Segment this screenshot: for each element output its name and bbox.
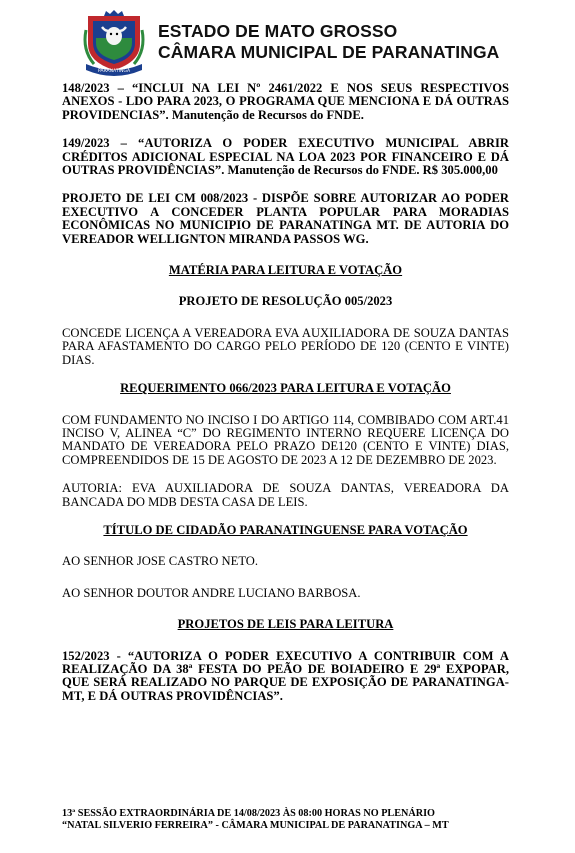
titulo-name-1: AO SENHOR JOSE CASTRO NETO.	[62, 554, 259, 569]
document-footer	[62, 808, 509, 832]
document-body	[62, 82, 509, 703]
titulo-cidadao-heading: TÍTULO DE CIDADÃO PARANATINGUENSE PARA VOTAÇÃO	[103, 522, 468, 537]
resolucao-heading: PROJETO DE RESOLUÇÃO 005/2023	[178, 294, 393, 309]
materia-heading: MATÉRIA PARA LEITURA E VOTAÇÃO	[168, 263, 403, 278]
footer-plenary-line: “NATAL SILVERIO FERREIRA” - CÂMARA MUNICIPAL DE PARANATINGA – MT	[62, 820, 449, 831]
item-149-2023: 149/2023 – “AUTORIZA O PODER EXECUTIVO MUNICIPAL ABRIR CRÉDITOS ADICIONAL ESPECIAL NA LOA 2023 POR FINANCEIRO E DÁ OUTRAS PROVIDÊNCIAS”. Manutenção de Recursos do FNDE. R$ 305.000,00	[62, 136, 509, 178]
footer-session-line: 13ª SESSÃO EXTRAORDINÁRIA DE 14/08/2023 ÀS 08:00 HORAS NO PLENÁRIO	[62, 808, 435, 819]
projetos-leis-heading: PROJETOS DE LEIS PARA LEITURA	[177, 617, 394, 632]
projeto-lei-cm-008: PROJETO DE LEI CM 008/2023 - DISPÕE SOBRE AUTORIZAR AO PODER EXECUTIVO A CONCEDER PLANTA POPULAR PARA MORADIAS ECONÔMICAS NO MUNICIPIO DE PARANATINGA MT. DE AUTORIA DO VEREADOR WELLIGNTON MIRANDA PASSOS WG.	[62, 191, 509, 246]
item-152-2023: 152/2023 - “AUTORIZA O PODER EXECUTIVO A CONTRIBUIR COM A REALIZAÇÃO DA 38ª FESTA DO PEÃO DE BOIADEIRO E 29ª EXPOPAR, QUE SERÁ REALIZADO NO PARQUE DE EXPOSIÇÃO DE PARANATINGA-MT, E DÁ OUTRAS PROVIDÊNCIAS”.	[62, 648, 509, 703]
titulo-name-2: AO SENHOR DOUTOR ANDRE LUCIANO BARBOSA.	[62, 585, 361, 600]
resolucao-text: CONCEDE LICENÇA A VEREADORA EVA AUXILIADORA DE SOUZA DANTAS PARA AFASTAMENTO DO CARGO PELO PERÍODO DE 120 (CENTO E VINTE) DIAS.	[62, 325, 509, 367]
requerimento-autoria: AUTORIA: EVA AUXILIADORA DE SOUZA DANTAS, VEREADORA DA BANCADA DO MDB DESTA CASA DE LEIS.	[62, 481, 509, 509]
svg-text:PARANATINGA: PARANATINGA	[97, 69, 131, 74]
document-header	[0, 0, 575, 80]
header-state-title: ESTADO DE MATO GROSSO	[158, 21, 398, 41]
item-148-2023: 148/2023 – “INCLUI NA LEI Nº 2461/2022 E NOS SEUS RESPECTIVOS ANEXOS - LDO PARA 2023, O PROGRAMA QUE MENCIONA E DÁ OUTRAS PROVIDENCIAS”. Manutenção de Recursos do FNDE.	[62, 81, 509, 122]
coat-of-arms-icon	[80, 10, 148, 76]
requerimento-heading: REQUERIMENTO 066/2023 PARA LEITURA E VOTAÇÃO	[120, 381, 451, 396]
requerimento-text: COM FUNDAMENTO NO INCISO I DO ARTIGO 114, COMBIBADO COM ART.41 INCISO V, ALINEA “C” DO REGIMENTO INTERNO REQUERE LICENÇA DO MANDATO DE VEREADORA PELO PRAZO DE120 (CENTO E VINTE) DIAS, COMPREENDIDOS DE 15 DE AGOSTO DE 2023 A 12 DE DEZEMBRO DE 2023.	[62, 412, 509, 467]
header-chamber-title: CÂMARA MUNICIPAL DE PARANATINGA	[158, 42, 500, 62]
